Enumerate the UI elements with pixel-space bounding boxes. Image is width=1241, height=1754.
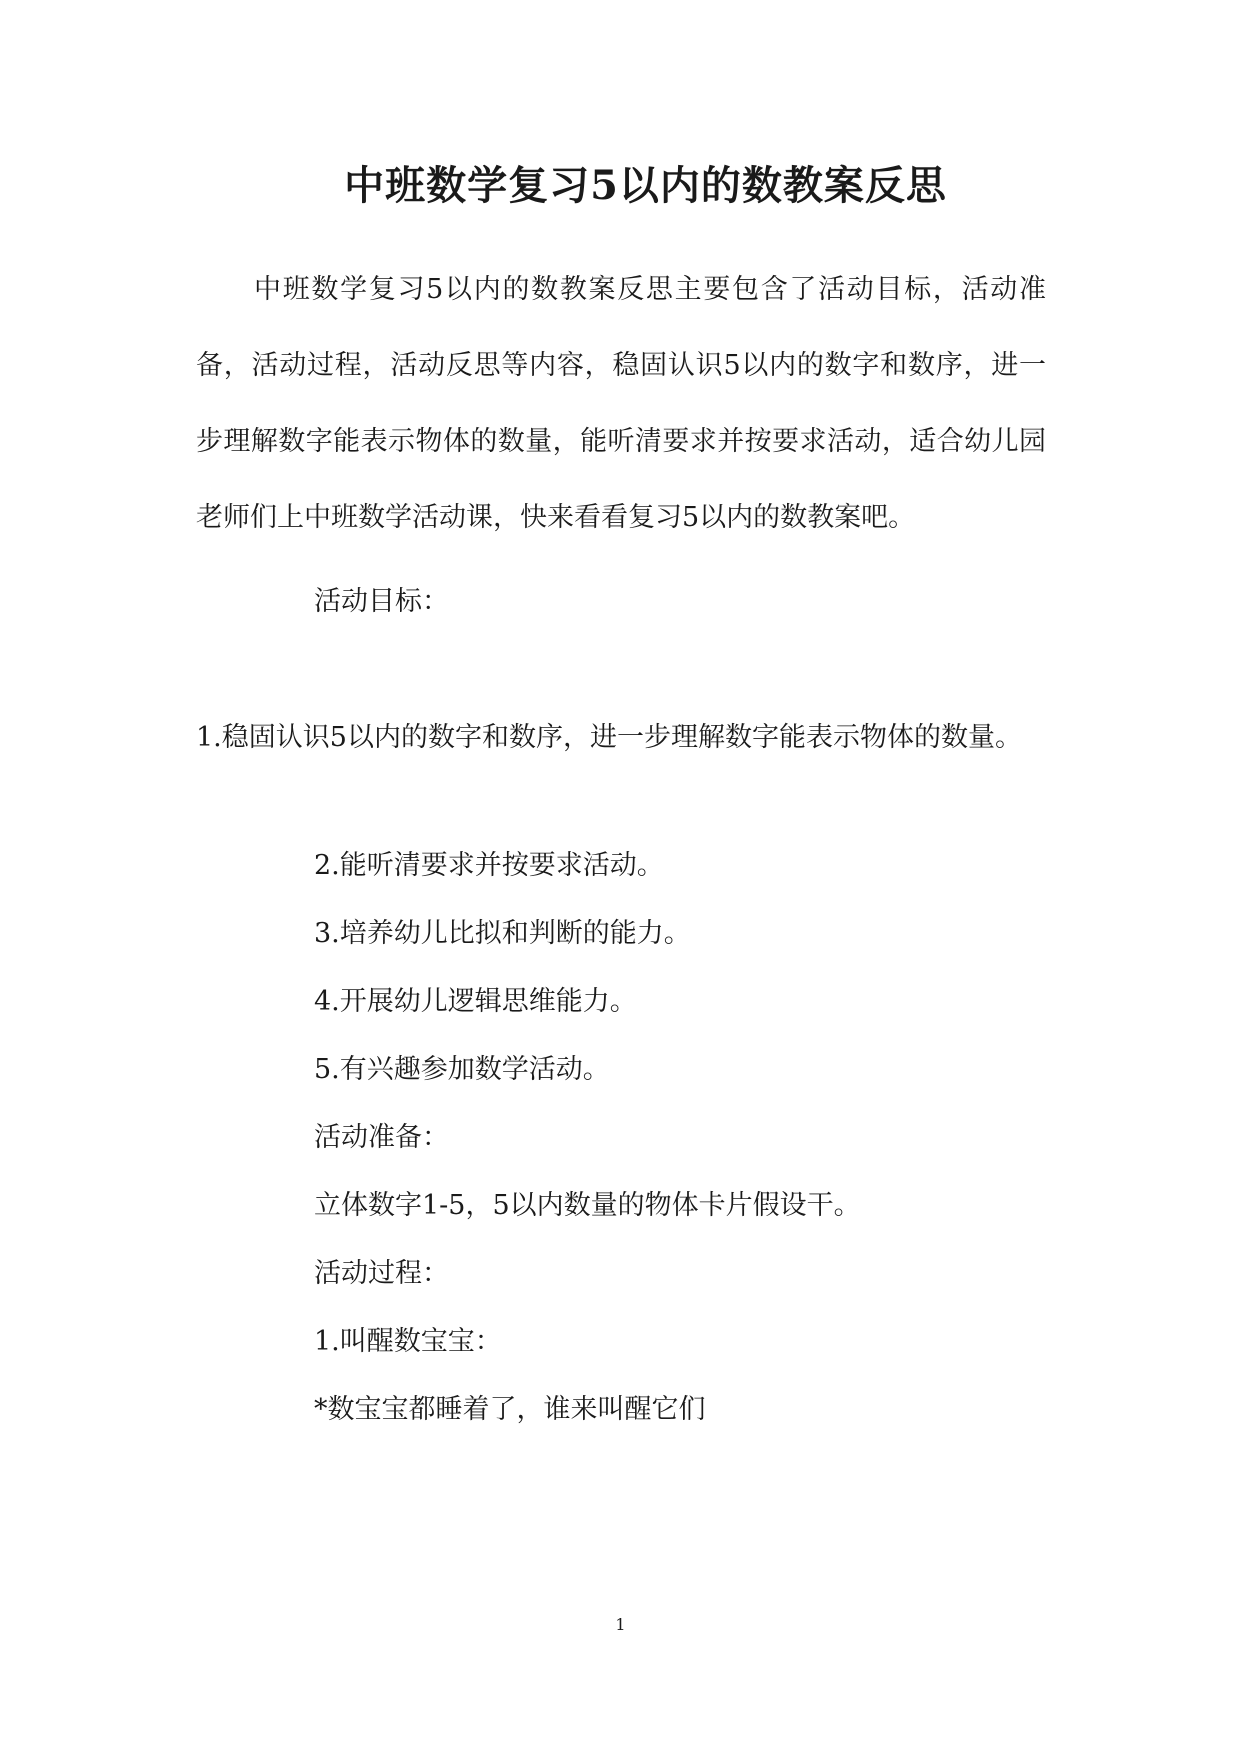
intro-paragraph: 中班数学复习5以内的数教案反思主要包含了活动目标，活动准备，活动过程，活动反思等内容，稳固认识5以内的数字和数序，进一步理解数字能表示物体的数量，能听清要求并按要求活动，适合幼儿园老师们上中班数学活动课，快来看看复习5以内的数教案吧。 [196,274,1046,533]
document-title: 中班数学复习5以内的数教案反思 [344,162,947,209]
goal-item-4: 4.开展幼儿逻辑思维能力。 [314,986,637,1017]
step-1-heading: 1.叫醒数宝宝： [314,1326,502,1357]
goal-item-2: 2.能听清要求并按要求活动。 [314,850,664,881]
prep-text: 立体数字1-5，5以内数量的物体卡片假设干。 [314,1190,861,1221]
goal-item-1: 1.稳固认识5以内的数字和数序，进一步理解数字能表示物体的数量。 [196,722,1022,753]
process-heading: 活动过程： [314,1258,449,1289]
goal-item-3: 3.培养幼儿比拟和判断的能力。 [314,918,691,949]
prep-heading: 活动准备： [314,1122,449,1153]
page-number: 1 [615,1615,626,1634]
step-1-line: *数宝宝都睡着了，谁来叫醒它们 [314,1394,706,1425]
goal-item-5: 5.有兴趣参加数学活动。 [314,1054,610,1085]
goals-heading: 活动目标： [314,586,449,617]
